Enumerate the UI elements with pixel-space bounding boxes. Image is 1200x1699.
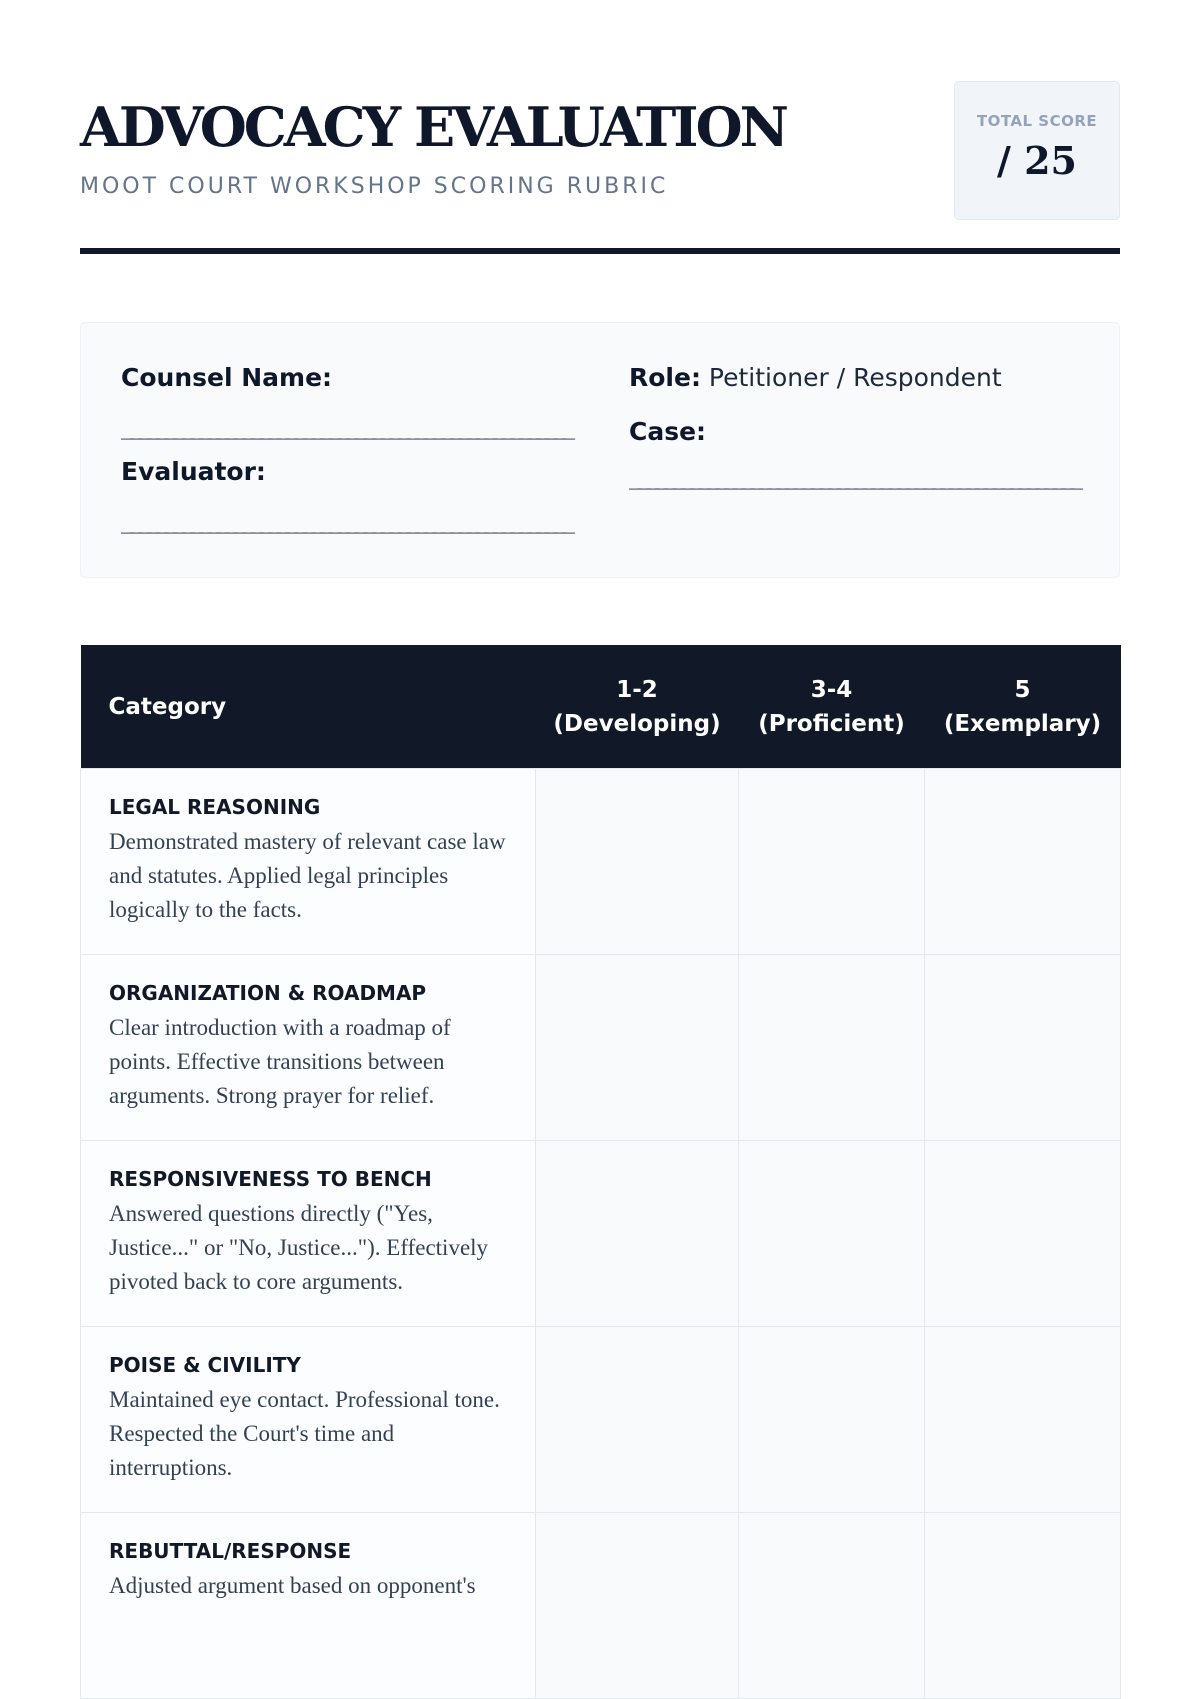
category-name: ORGANIZATION & ROADMAP	[109, 981, 427, 1005]
category-description: Clear introduction with a roadmap of points. Effective transitions between arguments. Strong prayer for relief.	[109, 1015, 451, 1108]
header-proficient	[739, 645, 925, 769]
score-cell-developing[interactable]	[536, 1513, 739, 1699]
table-row	[81, 1141, 1121, 1327]
score-cell-proficient[interactable]	[739, 1327, 925, 1513]
category-cell	[81, 1141, 536, 1327]
category-cell	[81, 1327, 536, 1513]
table-header-row	[81, 645, 1121, 769]
exemplary-range: 5	[1014, 676, 1031, 703]
category-name: LEGAL REASONING	[109, 795, 321, 819]
score-cell-exemplary[interactable]	[925, 769, 1121, 955]
category-name: POISE & CIVILITY	[109, 1353, 301, 1377]
page-header	[80, 0, 1120, 256]
page-subtitle: MOOT COURT WORKSHOP SCORING RUBRIC	[80, 174, 669, 199]
header-divider	[80, 248, 1120, 254]
score-cell-exemplary[interactable]	[925, 1327, 1121, 1513]
counsel-name-label: Counsel Name:	[121, 363, 333, 392]
case-field	[629, 417, 706, 446]
score-cell-exemplary[interactable]	[925, 1141, 1121, 1327]
category-name: RESPONSIVENESS TO BENCH	[109, 1167, 432, 1191]
category-name: REBUTTAL/RESPONSE	[109, 1539, 352, 1563]
header-category: Category	[81, 645, 536, 769]
header-exemplary	[925, 645, 1121, 769]
counsel-name-field	[121, 363, 332, 392]
score-cell-proficient[interactable]	[739, 955, 925, 1141]
total-score-box	[954, 81, 1120, 220]
exemplary-label: (Exemplary)	[943, 710, 1102, 737]
score-cell-exemplary[interactable]	[925, 1513, 1121, 1699]
score-cell-proficient[interactable]	[739, 769, 925, 955]
proficient-range: 3-4	[810, 676, 853, 703]
page-title: ADVOCACY EVALUATION	[80, 95, 786, 159]
header-developing	[536, 645, 739, 769]
table-row	[81, 955, 1121, 1141]
score-cell-developing[interactable]	[536, 1327, 739, 1513]
role-label: Role:	[629, 363, 701, 392]
category-description: Answered questions directly ("Yes, Justice..." or "No, Justice..."). Effectively pivoted back to core arguments.	[109, 1201, 489, 1294]
score-cell-developing[interactable]	[536, 769, 739, 955]
case-blank[interactable]: ____________________________________________________	[629, 465, 1079, 490]
case-label: Case:	[629, 417, 707, 446]
category-cell	[81, 769, 536, 955]
category-description: Maintained eye contact. Professional tone. Respected the Court's time and interruptions.	[109, 1387, 500, 1480]
table-row	[81, 1513, 1121, 1699]
proficient-label: (Proficient)	[758, 710, 905, 737]
evaluator-field	[121, 457, 266, 486]
total-score-value: / 25	[997, 138, 1077, 183]
scoring-rubric-table	[80, 645, 1121, 1699]
counsel-info-box	[80, 322, 1120, 578]
score-cell-developing[interactable]	[536, 955, 739, 1141]
developing-label: (Developing)	[553, 710, 721, 737]
role-value[interactable]: Petitioner / Respondent	[708, 363, 1002, 392]
score-cell-developing[interactable]	[536, 1141, 739, 1327]
total-score-label: TOTAL SCORE	[976, 112, 1098, 130]
score-cell-proficient[interactable]	[739, 1141, 925, 1327]
counsel-name-blank[interactable]: ____________________________________________________	[121, 415, 571, 440]
developing-range: 1-2	[616, 676, 658, 703]
category-cell	[81, 1513, 536, 1699]
role-field	[629, 363, 1002, 392]
category-description: Demonstrated mastery of relevant case law and statutes. Applied legal principles logically to the facts.	[109, 829, 506, 922]
table-row	[81, 769, 1121, 955]
category-cell	[81, 955, 536, 1141]
evaluator-blank[interactable]: ____________________________________________________	[121, 509, 571, 534]
rubric-page	[80, 0, 1120, 1598]
score-cell-proficient[interactable]	[739, 1513, 925, 1699]
table-row	[81, 1327, 1121, 1513]
evaluator-label: Evaluator:	[121, 457, 266, 486]
category-description: Adjusted argument based on opponent's	[109, 1573, 476, 1598]
score-cell-exemplary[interactable]	[925, 955, 1121, 1141]
